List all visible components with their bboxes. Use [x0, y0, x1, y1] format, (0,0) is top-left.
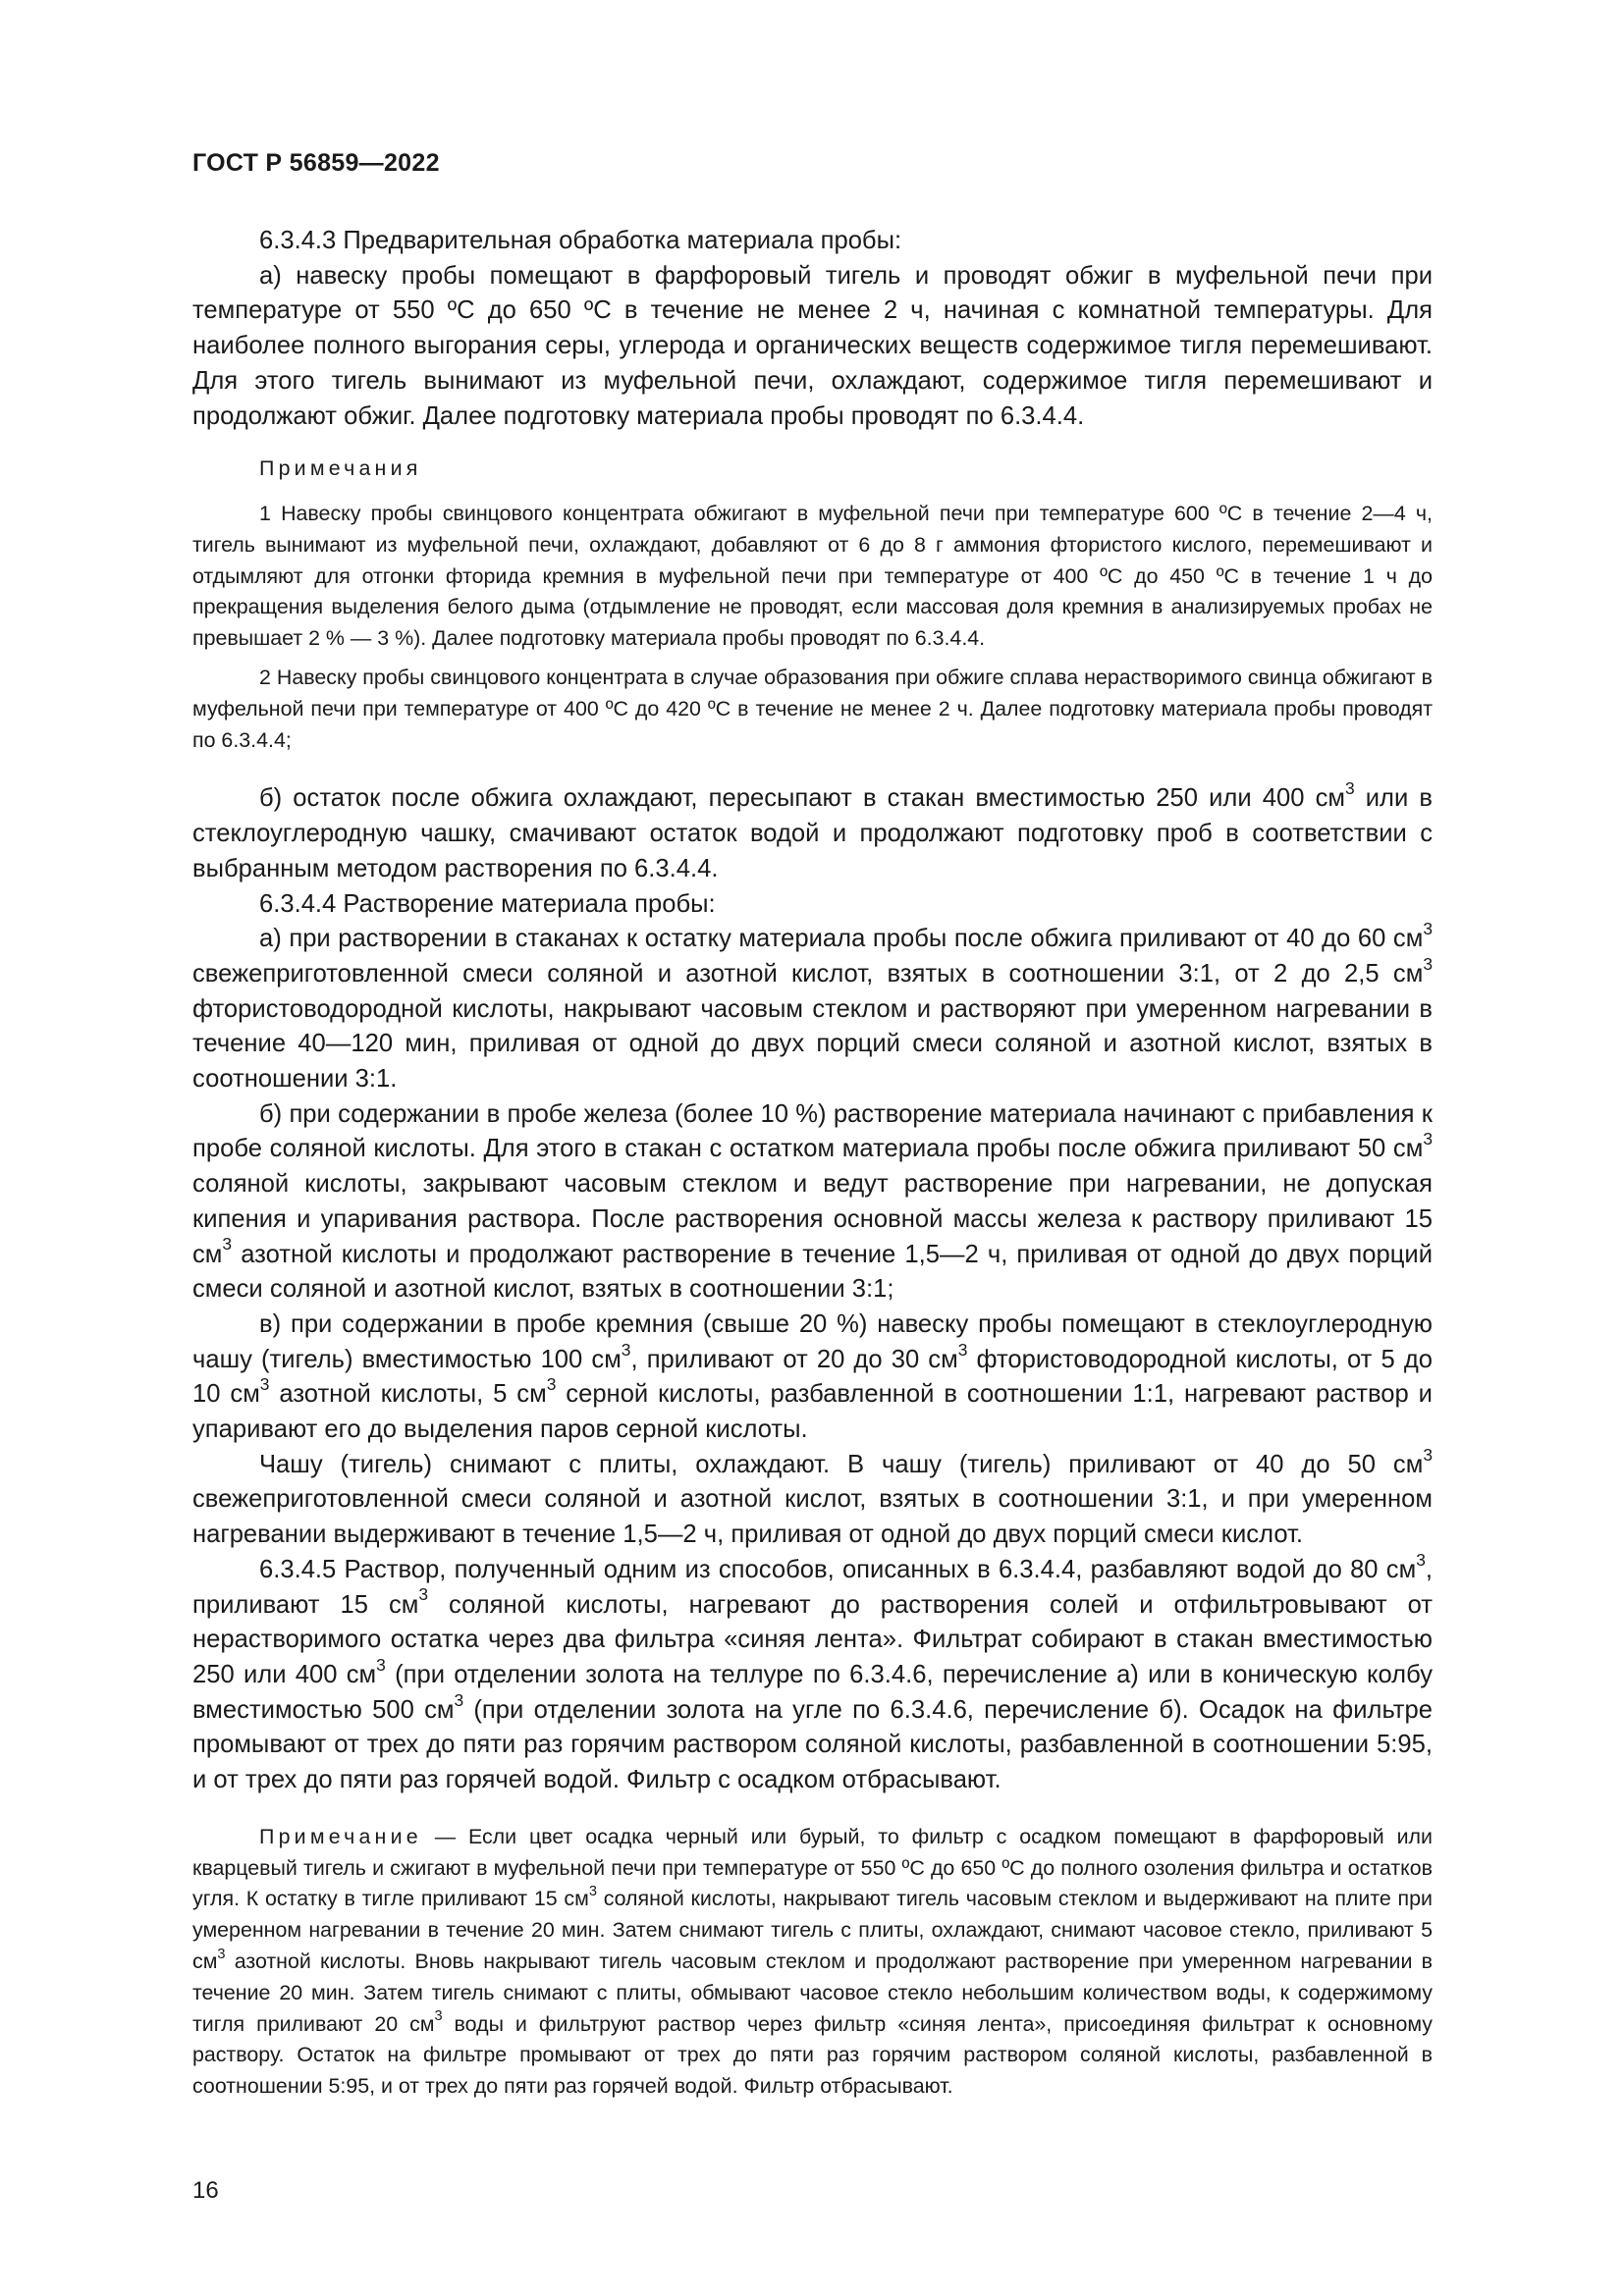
notes-heading: Примечания	[259, 456, 422, 481]
section-6344-item-c: в) при содержании в пробе кремния (свыше 20 %) навеску пробы помещают в стеклоуглеродную чашу (тигель) вместимостью 100 $см^3$, приливают от 20 до 30 $см^3$ фтористоводородной кислоты, от 5 до 10 $см^3$ азотной кислоты, 5 $см^3$ серной кислоты, разбавленной в соотношении 1:1, нагревают раствор и упаривают его до выделения паров серной кислоты.	[192, 1309, 1433, 1444]
note-2: 2 Навеску пробы свинцового концентрата в случае образования при обжиге сплава нерастворимого свинца обжигают в муфельной печи при температуре от 400 ºС до 420 ºС в течение не менее 2 ч. Далее подготовку материала пробы проводят по 6.3.4.4;	[192, 666, 1433, 752]
section-6343-item-b: б) остаток после обжига охлаждают, пересыпают в стакан вместимостью 250 или 400 $см^3$ или в стеклоуглеродную чашку, смачивают остаток водой и продолжают подготовку проб в соответствии с выбранным методом растворения по 6.3.4.4.	[192, 778, 1433, 882]
page-content	[192, 224, 1433, 2103]
section-6344-title: 6.3.4.4 Растворение материала пробы:	[259, 889, 716, 918]
section-6343-title: 6.3.4.3 Предварительная обработка материала пробы:	[259, 227, 902, 254]
final-note: Примечание — Если цвет осадка черный или бурый, то фильтр с осадком помещают в фарфоровый или кварцевый тигель и сжигают в муфельной печи при температуре от 550 ºС до 650 ºС до полного озоления фильтра и остатков угля. К остатку в тигле приливают 15 $см^3$ соляной кислоты, накрывают тигель часовым стеклом и выдерживают на плите при умеренном нагревании в течение 20 мин. Затем снимают тигель с плиты, охлаждают, снимают часовое стекло, приливают 5 $см^3$ азотной кислоты. Вновь накрывают тигель часовым стеклом и продолжают растворение при умеренном нагревании в течение 20 мин. Затем тигель снимают с плиты, обмывают часовое стекло небольшим количеством воды, к содержимому тигля приливают 20 $см^3$ воды и фильтруют раствор через фильтр «синяя лента», присоединяя фильтрат к основному раствору. Остаток на фильтре промывают от трех до пяти раз горячим раствором соляной кислоты, разбавленной в соотношении 5:95, и от трех до пяти раз горячей водой. Фильтр отбрасывают.	[192, 1824, 1433, 2099]
section-6344-item-a: а) при растворении в стаканах к остатку материала пробы после обжига приливают от 40 до 60 $см^3$ свежеприготовленной смеси соляной и азотной кислот, взятых в соотношении 3:1, от 2 до 2,5 $см^3$ фтористоводородной кислоты, накрывают часовым стеклом и растворяют при умеренном нагревании в течение 40—120 мин, приливая от одной до двух порций смеси соляной и азотной кислот, взятых в соотношении 3:1.	[192, 919, 1433, 1094]
final-note-heading: Примечание	[259, 1824, 422, 1848]
note-1: 1 Навеску пробы свинцового концентрата обжигают в муфельной печи при температуре 600 ºС в течение 2—4 ч, тигель вынимают из муфельной печи, охлаждают, добавляют от 6 до 8 г аммония фтористого кислого, перемешивают и отдымляют для отгонки фторида кремния в муфельной печи при температуре от 400 ºС до 450 ºС в течение 1 ч до прекращения выделения белого дыма (отдымление не проводят, если массовая доля кремния в анализируемых пробах не превышает 2 % — 3 %). Далее подготовку материала пробы проводят по 6.3.4.4.	[192, 502, 1433, 651]
section-6343-item-a: а) навеску пробы помещают в фарфоровый тигель и проводят обжиг в муфельной печи при температуре от 550 ºС до 650 ºС в течение не менее 2 ч, начиная с комнатной температуры. Для наиболее полного выгорания серы, углерода и органических веществ содержимое тигля перемешивают. Для этого тигель вынимают из муфельной печи, охлаждают, содержимое тигля перемешивают и продолжают обжиг. Далее подготовку материала пробы проводят по 6.3.4.4.	[192, 261, 1433, 430]
section-6344-cup: Чашу (тигель) снимают с плиты, охлаждают. В чашу (тигель) приливают от 40 до 50 $см^3$ свежеприготовленной смеси соляной и азотной кислот, взятых в соотношении 3:1, и при умеренном нагревании выдерживают в течение 1,5—2 ч, приливая от одной до двух порций смеси кислот.	[192, 1444, 1433, 1549]
document-header: ГОСТ Р 56859—2022	[192, 149, 440, 177]
section-6345: 6.3.4.5 Раствор, полученный одним из способов, описанных в 6.3.4.4, разбавляют водой до 80 $см^3$, приливают 15 $см^3$ соляной кислоты, нагревают до растворения солей и отфильтровывают от нерастворимого остатка через два фильтра «синяя лента». Фильтрат собирают в стакан вместимостью 250 или 400 $см^3$ (при отделении золота на теллуре по 6.3.4.6, перечисление а) или в коническую колбу вместимостью 500 $см^3$ (при отделении золота на угле по 6.3.4.6, перечисление б). Осадок на фильтре промывают от трех до пяти раз горячим раствором соляной кислоты, разбавленной в соотношении 5:95, и от трех до пяти раз горячей водой. Фильтр с осадком отбрасывают.	[192, 1549, 1434, 1794]
page-number: 16	[192, 2177, 219, 2204]
section-6344-item-b: б) при содержании в пробе железа (более 10 %) растворение материала начинают с прибавления к пробе соляной кислоты. Для этого в стакан с остатком материала пробы после обжига приливают 50 $см^3$ соляной кислоты, закрывают часовым стеклом и ведут растворение при нагревании, не допуская кипения и упаривания раствора. После растворения основной массы железа к раствору приливают 15 $см^3$ азотной кислоты и продолжают растворение в течение 1,5—2 ч, приливая от одной до двух порций смеси соляной и азотной кислот, взятых в соотношении 3:1;	[192, 1099, 1433, 1304]
